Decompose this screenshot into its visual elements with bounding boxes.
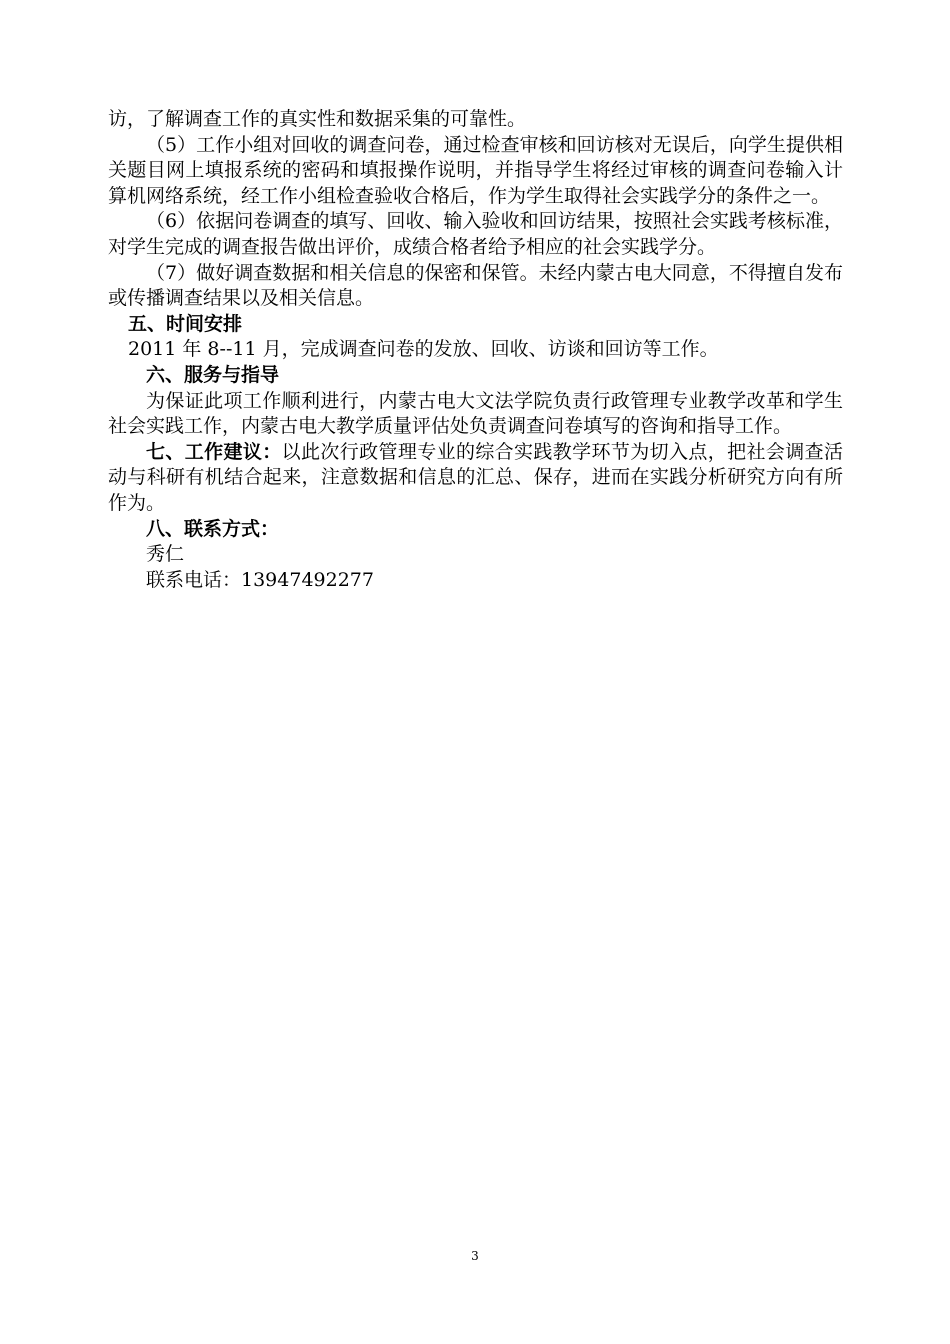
paragraph-item-7: （7）做好调查数据和相关信息的保密和保管。未经内蒙古电大同意，不得擅自发布或传播调查结果以及相关信息。 — [108, 261, 843, 310]
paragraph-item-6: （6）依据问卷调查的填写、回收、输入验收和回访结果，按照社会实践考核标准，对学生完成的调查报告做出评价，成绩合格者给予相应的社会实践学分。 — [108, 210, 843, 258]
schedule-text: 2011 年 8--11 月，完成调查问卷的发放、回收、访谈和回访等工作。 — [128, 338, 719, 361]
section-heading-suggestion: 七、工作建议： — [146, 440, 282, 463]
paragraph-intro: 访，了解调查工作的真实性和数据采集的可靠性。 — [108, 108, 527, 130]
service-text: 为保证此项工作顺利进行，内蒙古电大文法学院负责行政管理专业教学改革和学生社会实践工作，内蒙古电大教学质量评估处负责调查问卷填写的咨询和指导工作。 — [108, 389, 843, 438]
page-number: 3 — [471, 1249, 479, 1263]
suggestion-paragraph — [108, 440, 843, 517]
paragraph-item-5: （5）工作小组对回收的调查问卷，通过检查审核和回访核对无误后，向学生提供相关题目网上填报系统的密码和填报操作说明，并指导学生将经过审核的调查问卷输入计算机网络系统，经工作小组检查验收合格后，作为学生取得社会实践学分的条件之一。 — [108, 133, 843, 207]
document-body — [108, 107, 843, 593]
section-heading-contact: 八、联系方式： — [146, 517, 280, 540]
suggestion-text: 以此次行政管理专业的综合实践教学环节为切入点，把社会调查活动与科研有机结合起来，注意数据和信息的汇总、保存，进而在实践分析研究方向有所作为。 — [108, 440, 843, 514]
section-heading-service: 六、服务与指导 — [146, 363, 280, 386]
section-heading-schedule: 五、时间安排 — [128, 312, 243, 335]
contact-name: 秀仁 — [146, 543, 185, 566]
contact-phone: 联系电话：13947492277 — [146, 568, 374, 591]
